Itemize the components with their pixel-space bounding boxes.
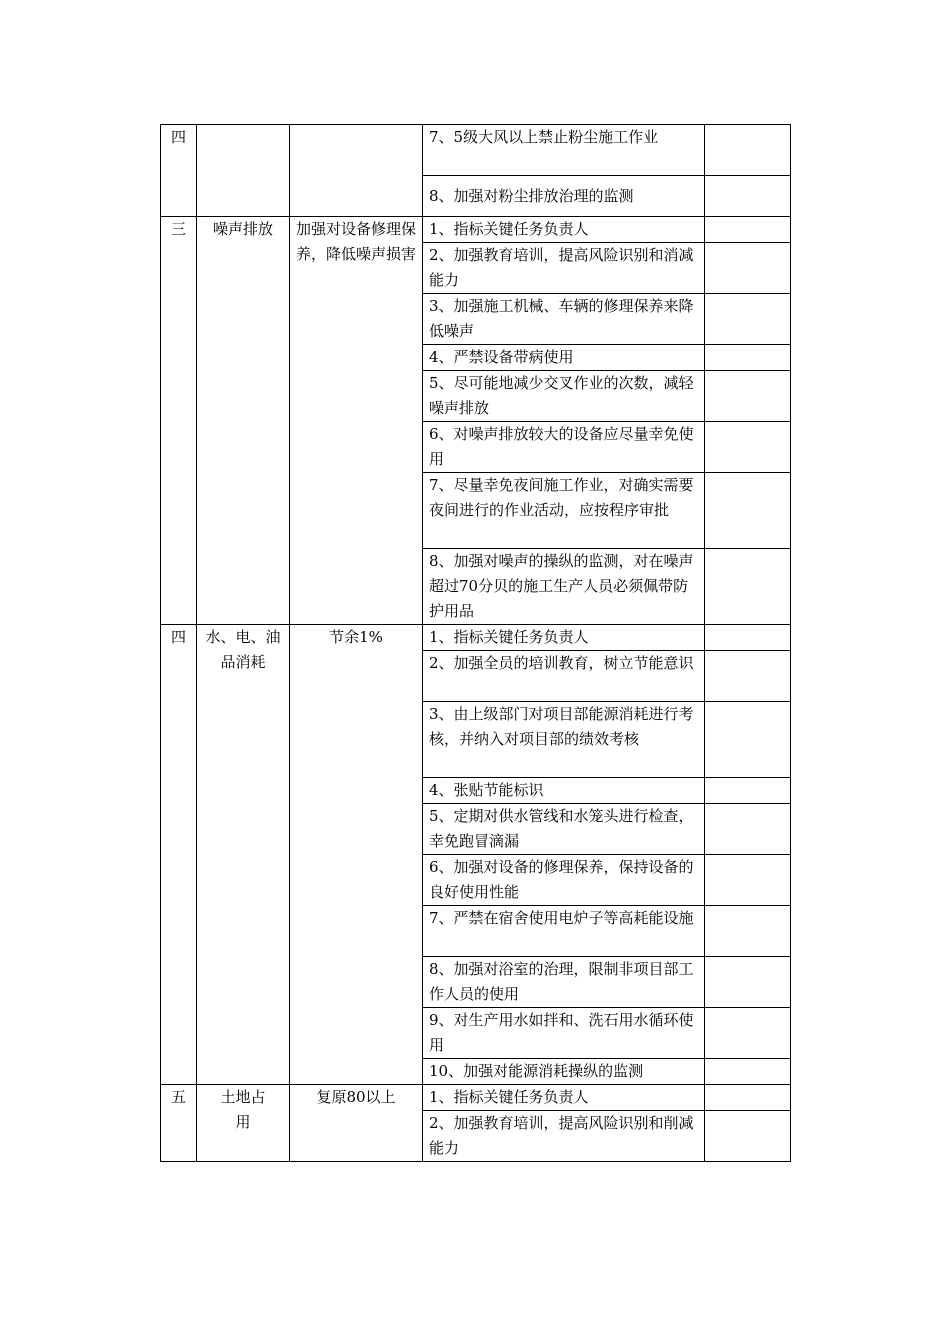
measure-cell: 2、加强教育培训，提高风险识别和消减能力	[423, 243, 705, 294]
remark-cell	[705, 855, 791, 906]
table-row	[161, 1085, 791, 1111]
section-target: 节余1%	[290, 625, 423, 1085]
measure-cell: 6、对噪声排放较大的设备应尽量幸免使用	[423, 422, 705, 473]
measure-cell: 6、加强对设备的修理保养，保持设备的良好使用性能	[423, 855, 705, 906]
measure-cell: 2、加强全员的培训教育，树立节能意识	[423, 651, 705, 702]
measure-cell: 4、张贴节能标识	[423, 778, 705, 804]
measure-cell: 5、尽可能地减少交叉作业的次数，减轻噪声排放	[423, 371, 705, 422]
measure-cell: 7、5级大风以上禁止粉尘施工作业	[423, 125, 705, 176]
table-row	[161, 217, 791, 243]
measures-table	[160, 124, 791, 1162]
remark-cell	[705, 778, 791, 804]
remark-cell	[705, 804, 791, 855]
measure-cell: 4、严禁设备带病使用	[423, 345, 705, 371]
remark-cell	[705, 1008, 791, 1059]
section-number: 四	[161, 125, 197, 217]
remark-cell	[705, 217, 791, 243]
measure-cell: 3、由上级部门对项目部能源消耗进行考核，并纳入对项目部的绩效考核	[423, 702, 705, 778]
section-number: 四	[161, 625, 197, 1085]
remark-cell	[705, 957, 791, 1008]
section-category: 水、电、油品消耗	[197, 625, 290, 1085]
remark-cell	[705, 422, 791, 473]
remark-cell	[705, 345, 791, 371]
table-row	[161, 125, 791, 176]
section-number: 五	[161, 1085, 197, 1162]
measure-cell: 8、加强对浴室的治理，限制非项目部工作人员的使用	[423, 957, 705, 1008]
remark-cell	[705, 625, 791, 651]
remark-cell	[705, 125, 791, 176]
measure-cell: 1、指标关键任务负责人	[423, 217, 705, 243]
measure-cell: 10、加强对能源消耗操纵的监测	[423, 1059, 705, 1085]
remark-cell	[705, 294, 791, 345]
remark-cell	[705, 702, 791, 778]
remark-cell	[705, 651, 791, 702]
section-number: 三	[161, 217, 197, 625]
remark-cell	[705, 1059, 791, 1085]
section-target	[290, 125, 423, 217]
remark-cell	[705, 371, 791, 422]
remark-cell	[705, 549, 791, 625]
remark-cell	[705, 1085, 791, 1111]
section-category	[197, 125, 290, 217]
measure-cell: 7、尽量幸免夜间施工作业，对确实需要夜间进行的作业活动，应按程序审批	[423, 473, 705, 549]
section-category: 土地占用	[197, 1085, 290, 1162]
remark-cell	[705, 243, 791, 294]
measure-cell: 8、加强对粉尘排放治理的监测	[423, 176, 705, 217]
table-row	[161, 625, 791, 651]
section-target: 加强对设备修理保养，降低噪声损害	[290, 217, 423, 625]
remark-cell	[705, 906, 791, 957]
remark-cell	[705, 1111, 791, 1162]
measure-cell: 9、对生产用水如拌和、洗石用水循环使用	[423, 1008, 705, 1059]
remark-cell	[705, 473, 791, 549]
measure-cell: 8、加强对噪声的操纵的监测，对在噪声超过70分贝的施工生产人员必须佩带防护用品	[423, 549, 705, 625]
measure-cell: 2、加强教育培训，提高风险识别和削减能力	[423, 1111, 705, 1162]
measure-cell: 1、指标关键任务负责人	[423, 1085, 705, 1111]
section-category: 噪声排放	[197, 217, 290, 625]
measure-cell: 3、加强施工机械、车辆的修理保养来降低噪声	[423, 294, 705, 345]
measure-cell: 1、指标关键任务负责人	[423, 625, 705, 651]
remark-cell	[705, 176, 791, 217]
section-target: 复原80以上	[290, 1085, 423, 1162]
measure-cell: 5、定期对供水管线和水笼头进行检查，幸免跑冒滴漏	[423, 804, 705, 855]
measure-cell: 7、严禁在宿舍使用电炉子等高耗能设施	[423, 906, 705, 957]
